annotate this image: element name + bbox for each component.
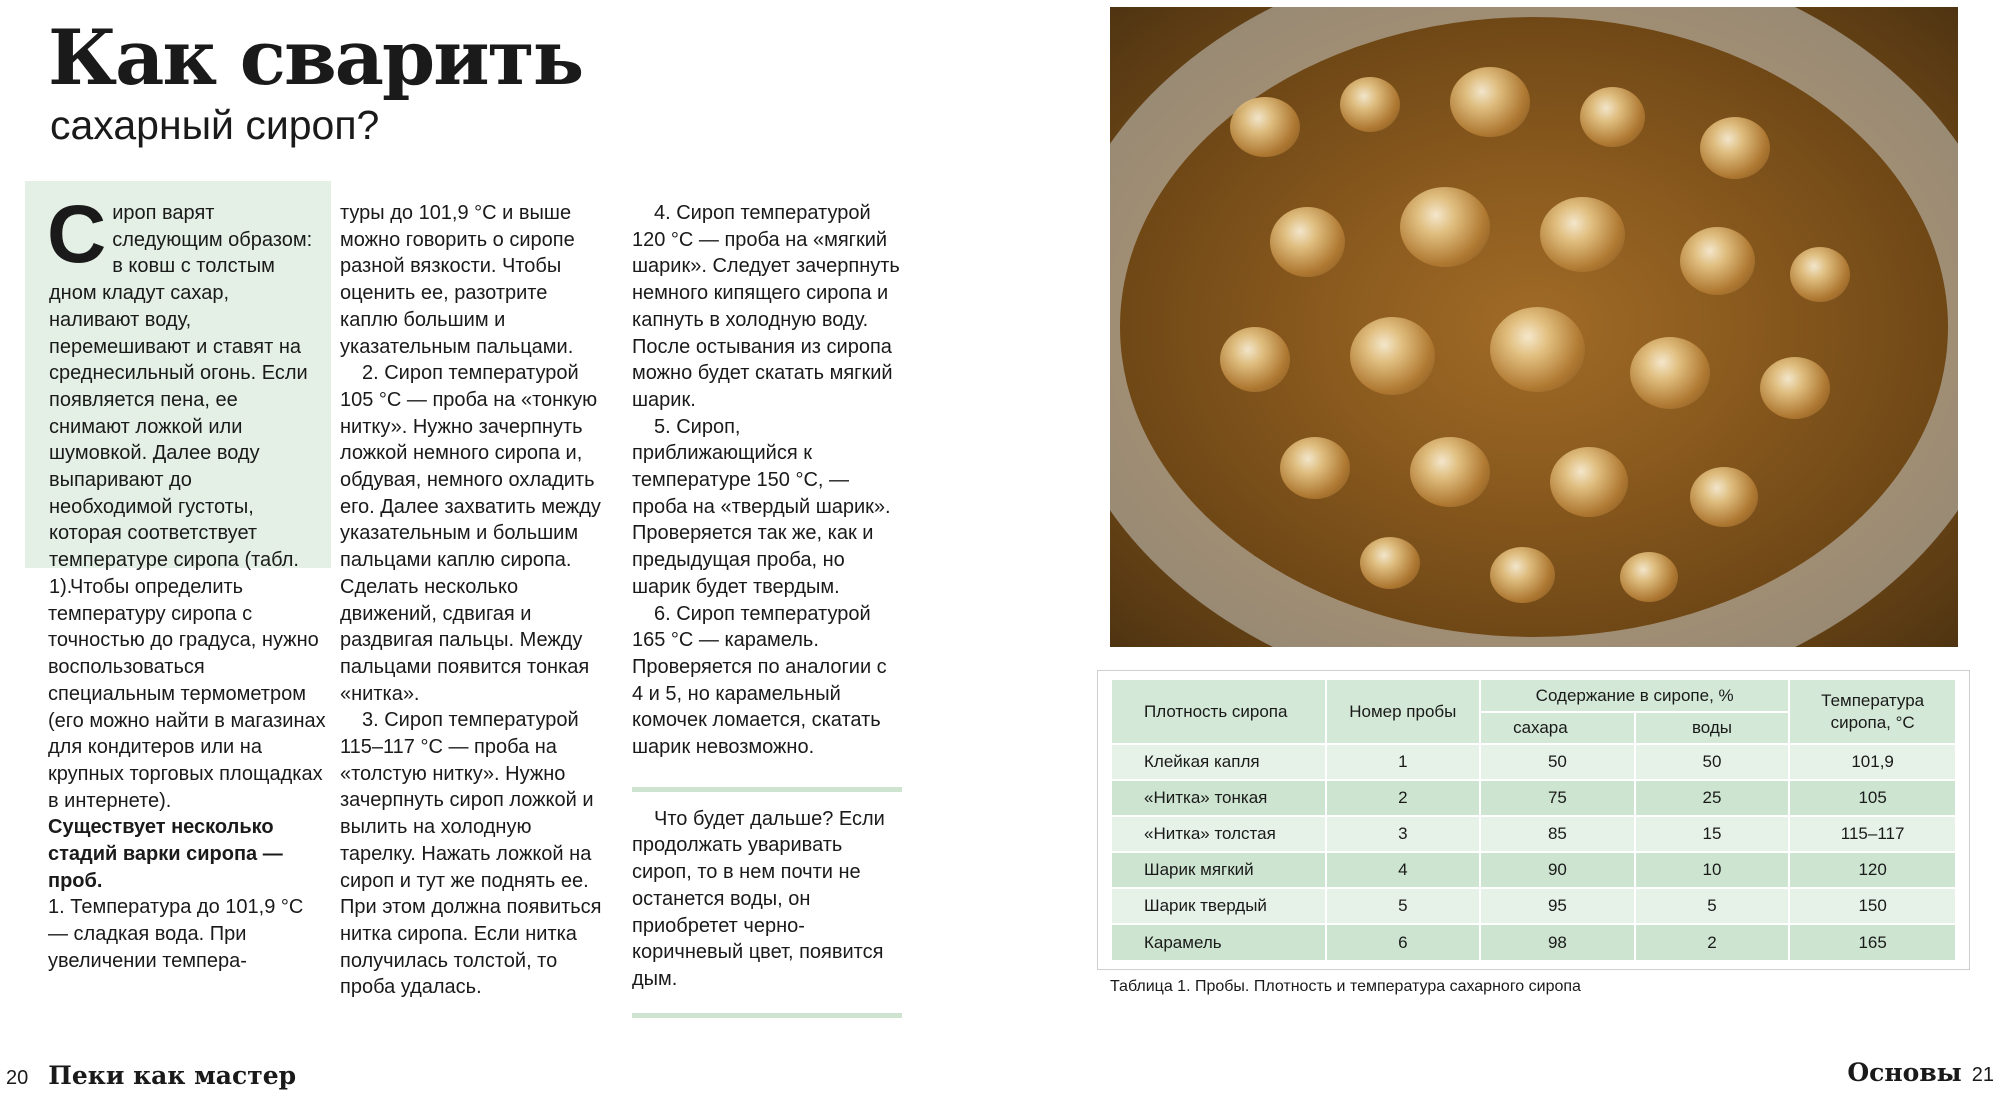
cell-number: 5 [1326, 888, 1481, 924]
page-title: Как сварить [48, 13, 583, 102]
footer-right [1847, 1060, 1994, 1088]
cell-sugar: 85 [1480, 816, 1635, 852]
syrup-bubble [1550, 447, 1628, 517]
cell-temperature: 105 [1789, 780, 1956, 816]
intro-box [25, 181, 331, 598]
section-title: Основы [1847, 1058, 1962, 1087]
cell-water: 10 [1635, 852, 1789, 888]
text-column-1 [48, 574, 328, 975]
table-row [1111, 852, 1956, 888]
cell-number: 3 [1326, 816, 1481, 852]
cell-sugar: 90 [1480, 852, 1635, 888]
header-content: Содержание в сиропе, % [1480, 680, 1789, 712]
cell-density: Шарик мягкий [1111, 852, 1326, 888]
cell-temperature: 120 [1789, 852, 1956, 888]
syrup-bubble [1220, 327, 1290, 392]
cell-water: 15 [1635, 816, 1789, 852]
syrup-bubble [1540, 197, 1625, 272]
stage-3: 3. Сироп температурой 115–117 °С — проба на «толстую нитку». Нужно зачерпнуть сироп ложкой и вылить на холодную тарелку. Нажать ложкой на сироп и тут же поднять ее. При этом должна появиться нитка сиропа. Если нитка получилась толстой, то проба удалась. [340, 709, 602, 999]
cell-density: «Нитка» тонкая [1111, 780, 1326, 816]
footer-left [6, 1063, 296, 1091]
cell-sugar: 98 [1480, 924, 1635, 960]
syrup-bubble [1280, 437, 1350, 499]
note-top-divider [632, 787, 902, 792]
cell-density: «Нитка» толстая [1111, 816, 1326, 852]
syrup-photo [1110, 7, 1958, 647]
cell-water: 5 [1635, 888, 1789, 924]
header-water: воды [1635, 712, 1789, 744]
syrup-bubble [1230, 97, 1300, 157]
table-row [1111, 780, 1956, 816]
cell-temperature: 150 [1789, 888, 1956, 924]
header-number: Номер пробы [1326, 680, 1481, 744]
header-sugar: сахара [1480, 712, 1635, 744]
cell-sugar: 50 [1480, 744, 1635, 780]
syrup-bubble [1450, 67, 1530, 137]
syrup-bubble [1690, 467, 1758, 527]
syrup-bubble [1630, 337, 1710, 409]
note-paragraph: Что будет дальше? Если продолжать уваривать сироп, то в нем почти не останется воды, он приобретет черно-коричневый цвет, появится дым. [632, 807, 885, 990]
syrup-bubble [1760, 357, 1830, 419]
book-title: Пеки как мастер [48, 1061, 297, 1090]
syrup-bubble [1340, 77, 1400, 132]
cell-water: 25 [1635, 780, 1789, 816]
cell-density: Клейкая капля [1111, 744, 1326, 780]
cell-number: 2 [1326, 780, 1481, 816]
syrup-table [1110, 680, 1957, 960]
stage-1: 1. Температура до 101,9 °С — сладкая вода. При увеличении темпера- [48, 896, 304, 972]
stage-2: 2. Сироп температурой 105 °С — проба на «тонкую нитку». Нужно зачерпнуть ложкой немного сиропа и, обдувая, немного охладить его. Далее захватить между указательным и большим пальцами каплю сиропа. Сделать несколько движений, сдвигая и раздвигая пальцы. Между пальцами появится тонкая «нитка». [340, 362, 601, 705]
cell-temperature: 165 [1789, 924, 1956, 960]
stage-1-continued: туры до 101,9 °С и выше можно говорить о сиропе разной вязкости. Чтобы оценить ее, разотрите каплю большим и указательным пальцами. [340, 202, 575, 358]
note-bottom-divider [632, 1013, 902, 1018]
syrup-bubble [1490, 547, 1555, 603]
intro-text [47, 189, 313, 601]
cell-temperature: 115–117 [1789, 816, 1956, 852]
text-column-3 [632, 200, 902, 1018]
cell-density: Шарик твердый [1111, 888, 1326, 924]
text-column-2 [340, 200, 610, 1001]
cell-water: 2 [1635, 924, 1789, 960]
syrup-bubble [1680, 227, 1755, 295]
cell-density: Карамель [1111, 924, 1326, 960]
page-subtitle: сахарный сироп? [50, 102, 380, 148]
table-row [1111, 816, 1956, 852]
syrup-bubble [1360, 537, 1420, 589]
stage-5: 5. Сироп, приближающийся к температуре 150 °С, — проба на «твердый шарик». Проверяется так же, как и предыдущая проба, но шарик будет твердым. [632, 415, 891, 598]
table-caption: Таблица 1. Пробы. Плотность и температура сахарного сиропа [1110, 978, 1581, 995]
table-row [1111, 924, 1956, 960]
syrup-bubble [1350, 317, 1435, 395]
syrup-bubble [1410, 437, 1490, 507]
page-number-right: 21 [1971, 1064, 1994, 1086]
syrup-bubble [1490, 307, 1585, 392]
cell-temperature: 101,9 [1789, 744, 1956, 780]
table-row [1111, 744, 1956, 780]
syrup-bubble [1790, 247, 1850, 302]
thermometer-paragraph: Чтобы определить температуру сиропа с точностью до градуса, нужно воспользоваться специальным термометром (его можно найти в магазинах для кондитеров или на крупных торговых площадках в интернете). [48, 576, 326, 812]
stage-4: 4. Сироп температурой 120 °С — проба на «мягкий шарик». Следует зачерпнуть немного кипящего сиропа и капнуть в холодную воду. После остывания из сиропа можно будет скатать мягкий шарик. [632, 202, 900, 411]
page-number-left: 20 [6, 1067, 29, 1089]
syrup-bubble [1700, 117, 1770, 179]
syrup-bubble [1620, 552, 1678, 602]
header-density: Плотность сиропа [1111, 680, 1326, 744]
cell-number: 6 [1326, 924, 1481, 960]
syrup-bubble [1580, 87, 1645, 147]
cell-water: 50 [1635, 744, 1789, 780]
cell-sugar: 95 [1480, 888, 1635, 924]
cell-sugar: 75 [1480, 780, 1635, 816]
table-row [1111, 888, 1956, 924]
stage-6: 6. Сироп температурой 165 °С — карамель. Проверяется по аналогии с 4 и 5, но карамельный комочек ломается, скатать шарик невозможно. [632, 602, 887, 759]
cell-number: 1 [1326, 744, 1481, 780]
intro-paragraph: ироп варят следующим образом: в ковш с толстым дном кладут сахар, наливают воду, перемешивают и ставят на среднесильный огонь. Если появляется пена, ее снимают ложкой или шумовкой. Далее воду выпаривают до необходимой густоты, которая соответствует температуре сиропа (табл. 1). [49, 202, 313, 598]
cell-number: 4 [1326, 852, 1481, 888]
stages-lead: Существует несколько стадий варки сиропа — проб. [48, 816, 283, 892]
syrup-bubble [1270, 207, 1345, 277]
drop-cap: С [47, 189, 107, 280]
syrup-bubble [1400, 187, 1490, 267]
header-temperature: Температура сиропа, °С [1789, 680, 1956, 744]
